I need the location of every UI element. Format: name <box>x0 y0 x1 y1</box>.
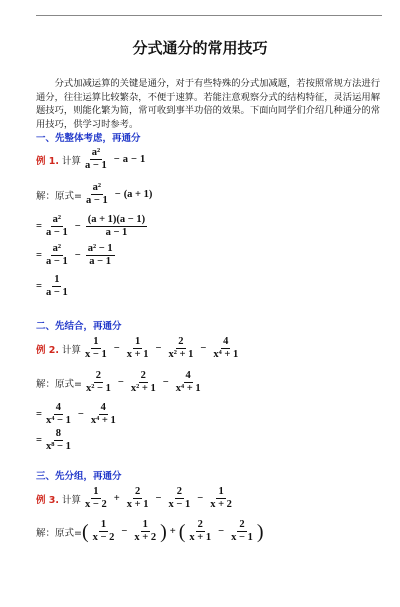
math-term: 4 <box>185 370 191 381</box>
example-2-step-2 <box>36 402 120 427</box>
fraction <box>84 182 110 207</box>
math-term: a − 1 <box>45 227 68 238</box>
example-1-step-4 <box>36 274 72 299</box>
solution-label: 解：原式= <box>36 190 82 202</box>
math-term: = <box>36 281 42 292</box>
math-term: x⁸ − 1 <box>45 441 71 452</box>
math-term: x² + 1 <box>130 383 156 394</box>
solution-label: 解：原式= <box>36 527 82 539</box>
math-term: x² + 1 <box>168 349 194 360</box>
math-term: ( <box>178 520 186 543</box>
fraction <box>44 274 70 299</box>
math-term: a − 1 <box>105 227 128 238</box>
math-term: − <box>155 493 162 504</box>
math-term: − <box>197 493 204 504</box>
math-term: a <box>122 154 129 165</box>
fraction <box>208 486 234 511</box>
fraction <box>89 402 118 427</box>
fraction <box>211 336 240 361</box>
header-rule <box>36 15 382 16</box>
fraction <box>83 486 109 511</box>
math-term: x² − 1 <box>85 383 111 394</box>
math-term: − <box>114 189 121 200</box>
math-term: − <box>121 526 128 537</box>
math-term: = <box>36 250 42 261</box>
math-term: = <box>36 409 42 420</box>
page-title: 分式通分的常用技巧 <box>132 39 268 57</box>
math-term: ) <box>160 520 167 543</box>
math-term: 8 <box>55 428 62 439</box>
math-term: + <box>169 526 176 537</box>
example-2-problem <box>36 336 242 361</box>
math-term: a − 1 <box>85 160 107 171</box>
example-label: 例 2. <box>36 344 60 356</box>
math-term: − <box>74 250 81 261</box>
math-term: x + 1 <box>189 532 212 543</box>
math-term: x − 1 <box>168 499 191 510</box>
example-2-step-1 <box>36 370 205 395</box>
math-term: − <box>155 343 162 354</box>
math-term: x⁴ + 1 <box>213 349 239 360</box>
math-term: x − 1 <box>85 349 107 360</box>
math-term: a − 1 <box>45 256 68 267</box>
math-term: x − 2 <box>85 499 107 510</box>
fraction <box>83 147 109 172</box>
fraction <box>83 336 109 361</box>
math-term: − <box>113 154 120 165</box>
math-term: x + 2 <box>210 499 232 510</box>
example-3-problem <box>36 486 236 511</box>
math-term: 4 <box>223 336 229 347</box>
example-1-step-1 <box>36 182 152 207</box>
math-term: x + 1 <box>126 499 149 510</box>
math-term: − <box>131 154 137 165</box>
math-term: − <box>113 343 120 354</box>
intro-paragraph: 分式加减运算的关键是通分，对于有些特殊的分式加减题，若按照常规方法进行通分，往往运算比较繁杂，不便于速算。若能注意观察分式的结构特征，灵活运用解题技巧，则能化繁为简，常可收到事半功倍的效果。下面向同学们介绍几种通分的常用技巧，供学习时参考。 <box>36 78 380 130</box>
math-term: 2 <box>95 370 102 381</box>
math-term: 2 <box>239 519 245 530</box>
math-term: x⁴ − 1 <box>45 415 71 426</box>
solution-label: 解：原式= <box>36 378 82 390</box>
example-1-step-3 <box>36 243 117 268</box>
example-3-step-1 <box>36 519 264 544</box>
math-term: a − 1 <box>85 195 108 206</box>
math-term: a − 1 <box>89 256 112 267</box>
math-term: a² <box>91 147 101 158</box>
math-term: 4 <box>55 402 62 413</box>
fraction <box>84 370 113 395</box>
math-term: x + 2 <box>134 532 157 543</box>
fraction <box>125 486 151 511</box>
section-heading-1: 一、先整体考虑，再通分 <box>36 133 141 144</box>
math-term: 2 <box>176 486 182 497</box>
calc-label: 计算 <box>62 344 82 356</box>
math-term: a² − 1 <box>87 243 113 254</box>
math-term: x⁴ + 1 <box>175 383 201 394</box>
math-term: ( <box>81 520 89 543</box>
section-heading-2: 二、先结合，再通分 <box>36 321 122 332</box>
math-term: − <box>162 377 169 388</box>
math-term: (a + 1)(a − 1) <box>87 214 146 225</box>
fraction <box>174 370 203 395</box>
math-term: = <box>36 435 42 446</box>
fraction <box>166 486 192 511</box>
math-term: − <box>117 377 124 388</box>
example-label: 例 3. <box>36 494 60 506</box>
fraction <box>129 370 158 395</box>
fraction <box>125 336 151 361</box>
math-term: 1 <box>140 154 146 165</box>
math-term: (a + 1) <box>123 189 153 200</box>
math-term: − <box>74 221 81 232</box>
math-term: 2 <box>197 519 203 530</box>
fraction <box>187 519 213 544</box>
fraction <box>44 214 70 239</box>
math-term: 2 <box>140 370 146 381</box>
math-term: 1 <box>218 486 224 497</box>
math-term: − <box>77 409 84 420</box>
fraction <box>44 402 73 427</box>
math-term: 1 <box>135 336 141 347</box>
example-1-problem <box>36 147 145 172</box>
math-term: 4 <box>100 402 106 413</box>
example-1-step-2 <box>36 214 149 239</box>
math-term: x − 1 <box>231 532 253 543</box>
math-term: 1 <box>54 274 60 285</box>
math-term: x − 2 <box>92 532 115 543</box>
math-term: 1 <box>142 519 148 530</box>
math-term: x + 1 <box>126 349 149 360</box>
math-term: 2 <box>135 486 141 497</box>
fraction <box>166 336 195 361</box>
math-term: − <box>218 526 225 537</box>
fraction <box>44 428 73 453</box>
example-label: 例 1. <box>36 155 60 167</box>
math-term: 1 <box>93 486 99 497</box>
example-2-step-3 <box>36 428 75 453</box>
fraction <box>229 519 255 544</box>
math-term: − <box>200 343 207 354</box>
math-term: 1 <box>93 336 99 347</box>
fraction <box>86 243 115 268</box>
fraction <box>86 214 147 239</box>
math-term: a² <box>52 243 62 254</box>
math-term: = <box>36 221 42 232</box>
section-heading-3: 三、先分组，再通分 <box>36 471 122 482</box>
math-term: x⁴ + 1 <box>90 415 116 426</box>
calc-label: 计算 <box>62 494 82 506</box>
math-term: a² <box>52 214 62 225</box>
math-term: 1 <box>100 519 107 530</box>
fraction <box>132 519 158 544</box>
math-term: a² <box>92 182 102 193</box>
calc-label: 计算 <box>62 155 82 167</box>
math-term: ) <box>256 520 264 543</box>
fraction <box>91 519 117 544</box>
fraction <box>44 243 70 268</box>
math-term: a − 1 <box>45 287 68 298</box>
math-term: 2 <box>178 336 184 347</box>
math-term: + <box>113 493 120 504</box>
